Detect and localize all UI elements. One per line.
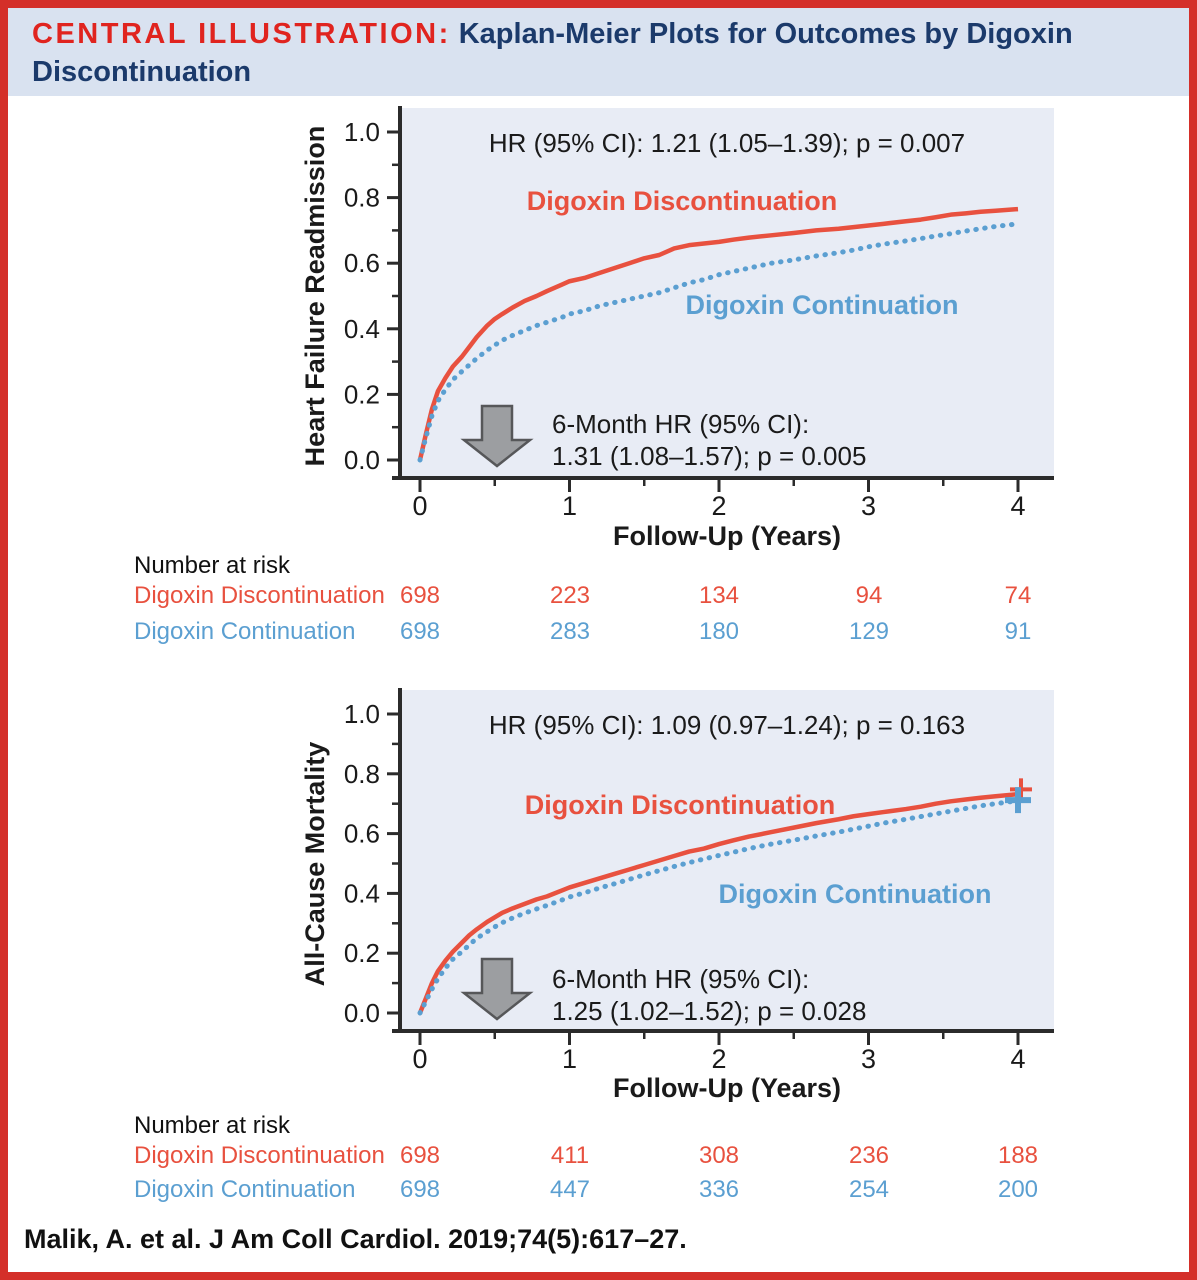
series-label-discontinuation: Digoxin Discontinuation	[526, 186, 838, 216]
risk-row-discontinuation	[8, 582, 1189, 610]
citation: Malik, A. et al. J Am Coll Cardiol. 2019;74(5):617–27.	[24, 1224, 687, 1254]
risk-value: 447	[549, 1176, 591, 1203]
figure-header	[8, 8, 1189, 96]
risk-value: 411	[550, 1142, 590, 1169]
y-tick-label: 0.4	[343, 313, 380, 344]
x-axis-title: Follow-Up (Years)	[612, 1073, 842, 1102]
risk-value: 94	[855, 582, 883, 609]
series-label-continuation: Digoxin Continuation	[685, 290, 959, 320]
x-tick-label: 3	[860, 1044, 877, 1074]
series-label-continuation: Digoxin Continuation	[718, 879, 992, 909]
hr-annotation: HR (95% CI): 1.09 (0.97–1.24); p = 0.163	[488, 710, 966, 740]
km-chart-hf-readmission	[8, 100, 1189, 550]
y-tick-label: 1.0	[343, 699, 380, 729]
x-tick-label: 1	[561, 1044, 578, 1074]
y-tick-label: 0.6	[343, 248, 380, 279]
risk-value: 223	[549, 582, 591, 609]
risk-value: 698	[399, 618, 441, 645]
risk-value: 254	[848, 1176, 890, 1203]
risk-row-label: Digoxin Continuation	[134, 618, 356, 645]
y-tick-label: 0.4	[343, 878, 380, 909]
risk-row-label: Digoxin Discontinuation	[134, 1142, 385, 1169]
risk-value: 91	[1004, 618, 1032, 645]
x-tick-label: 0	[412, 491, 428, 521]
risk-value: 200	[997, 1176, 1039, 1203]
x-tick-label: 0	[412, 1044, 428, 1074]
risk-row-continuation	[8, 1176, 1189, 1204]
risk-row-label: Digoxin Discontinuation	[134, 582, 385, 609]
y-axis-title: Heart Failure Readmission	[300, 125, 330, 467]
hr-annotation: HR (95% CI): 1.21 (1.05–1.39); p = 0.007	[488, 128, 966, 158]
risk-row-continuation	[8, 618, 1189, 646]
risk-value: 188	[997, 1142, 1039, 1169]
risk-value: 74	[1004, 582, 1032, 609]
x-tick-label: 2	[711, 1044, 727, 1074]
six-month-annotation-line1: 6-Month HR (95% CI):	[552, 409, 810, 439]
y-tick-label: 1.0	[343, 117, 380, 147]
six-month-annotation-line2: 1.31 (1.08–1.57); p = 0.005	[552, 441, 867, 471]
risk-value: 308	[698, 1142, 740, 1169]
six-month-annotation-line2: 1.25 (1.02–1.52); p = 0.028	[552, 996, 867, 1026]
km-chart-all-cause-mortality	[8, 682, 1189, 1102]
risk-value: 698	[399, 582, 441, 609]
y-tick-label: 0.8	[343, 758, 380, 789]
y-tick-label: 0.8	[343, 182, 380, 213]
y-tick-label: 0.2	[343, 379, 380, 410]
y-tick-label: 0.0	[343, 445, 380, 475]
x-tick-label: 4	[1010, 1044, 1026, 1074]
y-axis-title: All-Cause Mortality	[300, 741, 330, 987]
risk-value: 236	[848, 1142, 890, 1169]
risk-value: 698	[399, 1176, 441, 1203]
figure-header-title: Kaplan-Meier Plots for Outcomes by Digoxin Discontinuation	[32, 18, 1073, 88]
series-label-discontinuation: Digoxin Discontinuation	[524, 790, 836, 820]
risk-value: 134	[698, 582, 740, 609]
x-axis-title: Follow-Up (Years)	[612, 521, 842, 550]
risk-row-label: Digoxin Continuation	[134, 1176, 356, 1203]
y-tick-label: 0.2	[343, 938, 380, 969]
risk-value: 698	[399, 1142, 441, 1169]
risk-value: 336	[698, 1176, 740, 1203]
x-tick-label: 1	[561, 491, 578, 521]
risk-table-title: Number at risk	[134, 552, 291, 579]
y-tick-label: 0.6	[343, 818, 380, 849]
figure-header-label: CENTRAL ILLUSTRATION:	[32, 18, 451, 50]
risk-row-discontinuation	[8, 1142, 1189, 1170]
risk-value: 180	[698, 618, 740, 645]
risk-value: 129	[848, 618, 890, 645]
x-tick-label: 2	[711, 491, 727, 521]
y-tick-label: 0.0	[343, 998, 380, 1028]
risk-table-title: Number at risk	[134, 1112, 291, 1139]
six-month-annotation-line1: 6-Month HR (95% CI):	[552, 964, 810, 994]
x-tick-label: 3	[860, 491, 877, 521]
x-tick-label: 4	[1010, 491, 1026, 521]
risk-value: 283	[549, 618, 591, 645]
